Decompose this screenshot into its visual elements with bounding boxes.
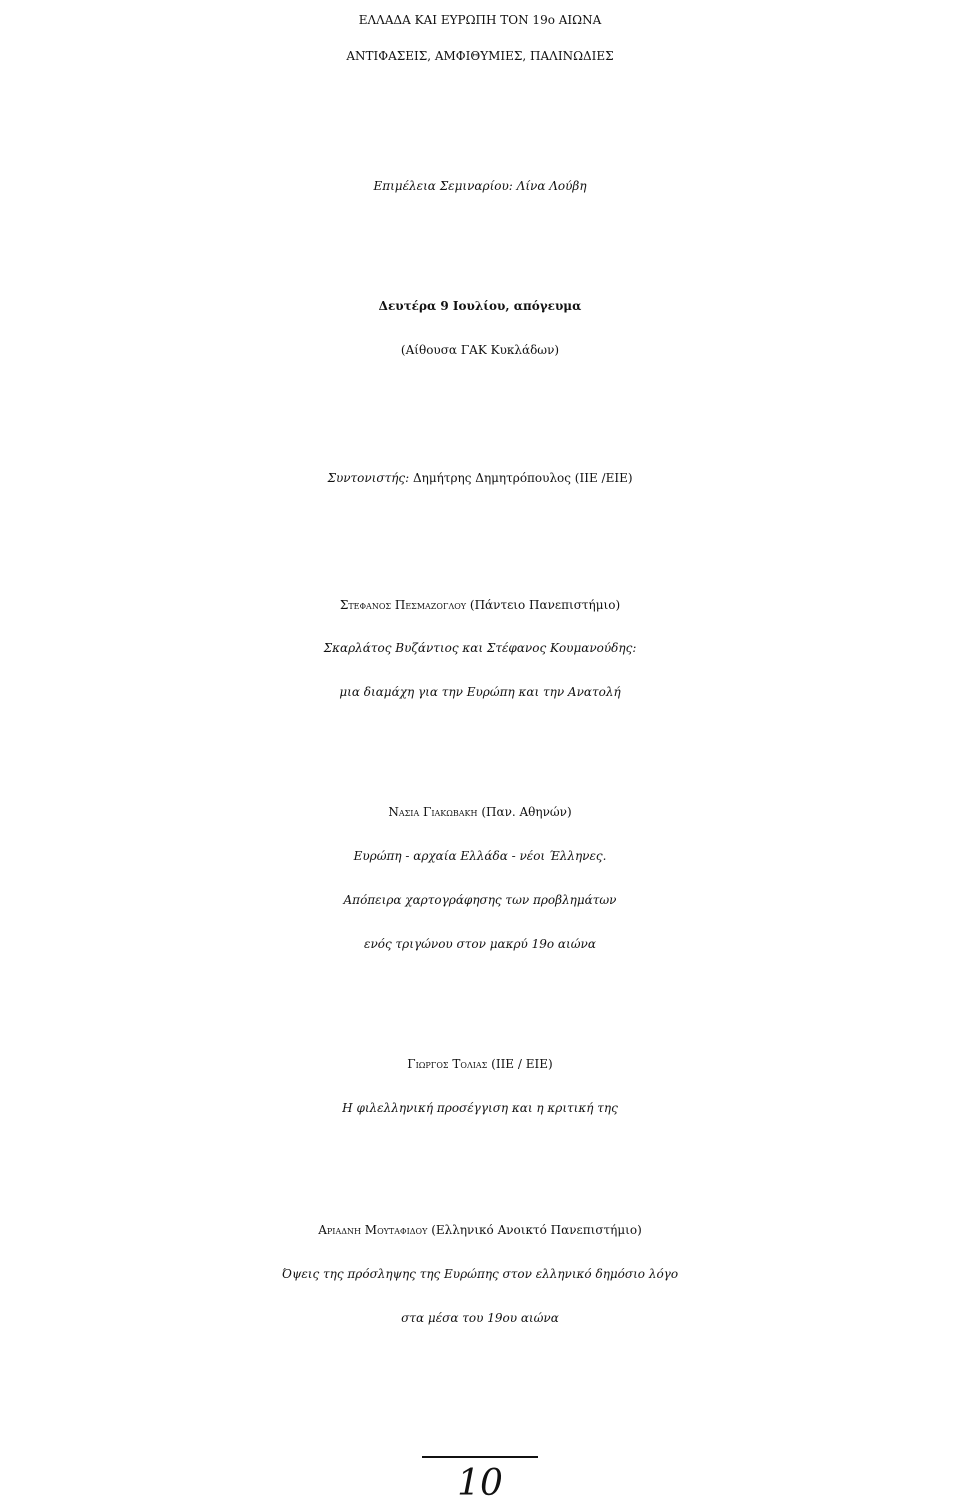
coordinator-label: Συντονιστής: — [327, 471, 410, 485]
footer-rule — [422, 1456, 538, 1458]
talk-1-header — [0, 585, 960, 625]
talk-2-header — [0, 792, 960, 832]
seminar-editor: Επιμέλεια Σεμιναρίου: Λίνα Λούβη — [373, 179, 587, 193]
speaker-affiliation: (ΙΙΕ / ΕΙΕ) — [491, 1057, 553, 1071]
talk-1-title-line-2: μια διαμάχη για την Ευρώπη και την Ανατολή — [339, 685, 621, 699]
session-venue: (Αίθουσα ΓΑΚ Κυκλάδων) — [400, 343, 560, 357]
title-line-2: ΑΝΤΙΦΑΣΕΙΣ, ΑΜΦΙΘΥΜΙΕΣ, ΠΑΛΙΝΩΔΙΕΣ — [346, 49, 614, 63]
speaker-affiliation: (Πάντειο Πανεπιστήμιο) — [469, 598, 621, 612]
speaker-name: Αριαδνη Μουταφιδου — [318, 1223, 428, 1237]
talk-2-title-line-1: Ευρώπη - αρχαία Ελλάδα - νέοι Έλληνες. — [353, 849, 607, 863]
speaker-name: Νασια Γιακωβακη — [388, 805, 478, 819]
talk-2-title-line-2: Απόπειρα χαρτογράφησης των προβλημάτων — [343, 893, 617, 907]
talk-4-title-line-2: στα μέσα του 19ου αιώνα — [401, 1311, 559, 1325]
session-date: Δευτέρα 9 Ιουλίου, απόγευμα — [378, 299, 582, 313]
speaker-name: Γιωργος Τολιας — [407, 1057, 488, 1071]
speaker-affiliation: (Παν. Αθηνών) — [481, 805, 572, 819]
talk-4-header — [0, 1210, 960, 1250]
talk-3-header — [0, 1044, 960, 1084]
talk-4-title-line-1: Όψεις της πρόσληψης της Ευρώπης στον ελληνικό δημόσιο λόγο — [281, 1267, 679, 1281]
coordinator-name: Δημήτρης Δημητρόπουλος (ΙΙΕ /ΕΙΕ) — [413, 471, 633, 485]
coordinator-line — [0, 458, 960, 498]
speaker-affiliation: (Ελληνικό Ανοικτό Πανεπιστήμιο) — [431, 1223, 642, 1237]
title-line-1: ΕΛΛΑΔΑ ΚΑΙ ΕΥΡΩΠΗ ΤΟΝ 19ο ΑΙΩΝΑ — [358, 13, 602, 27]
speaker-name: Στεφανος Πεσμαζογλου — [339, 598, 467, 612]
talk-3-title-line-1: Η φιλελληνική προσέγγιση και η κριτική της — [342, 1101, 618, 1115]
talk-1-title-line-1: Σκαρλάτος Βυζάντιος και Στέφανος Κουμανούδης: — [323, 641, 637, 655]
talk-2-title-line-3: ενός τριγώνου στον μακρύ 19ο αιώνα — [364, 937, 596, 951]
page-number: 10 — [457, 1463, 503, 1504]
